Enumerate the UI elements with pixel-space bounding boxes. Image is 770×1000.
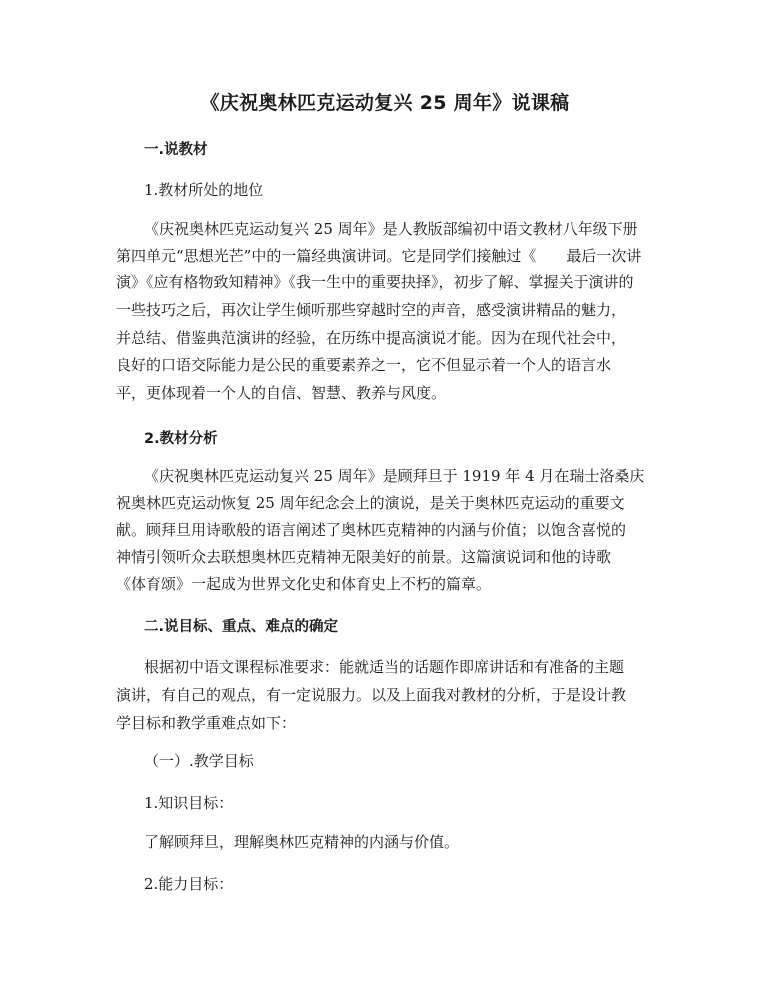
paragraph-line: 一些技巧之后，再次让学生倾听那些穿越时空的声音，感受演讲精品的魅力， <box>116 301 627 319</box>
subheading-position: 1.教材所处的地位 <box>144 181 264 199</box>
paragraph-line: 献。顾拜旦用诗歌般的语言阐述了奥林匹克精神的内涵与价值；以饱含喜悦的 <box>116 521 627 539</box>
subheading-ability-goal: 2.能力目标： <box>144 875 234 893</box>
subheading-knowledge-goal: 1.知识目标： <box>144 794 234 812</box>
paragraph-line: 平，更体现着一个人的自信、智慧、教养与风度。 <box>116 384 447 402</box>
paragraph-line: 神情引领听众去联想奥林匹克精神无限美好的前景。这篇演说词和他的诗歌 <box>116 548 612 566</box>
paragraph-line: 学目标和教学重难点如下： <box>116 714 297 732</box>
page-title: 《庆祝奥林匹克运动复兴 25 周年》说课稿 <box>200 92 570 114</box>
paragraph-line: 演讲，有自己的观点，有一定说服力。以及上面我对教材的分析，于是设计教 <box>116 686 627 704</box>
section-heading-textbook: 一.说教材 <box>144 142 208 158</box>
paragraph-line: 了解顾拜旦，理解奥林匹克精神的内涵与价值。 <box>144 833 460 851</box>
paragraph-line: 演》《应有格物致知精神》《我一生中的重要抉择》，初步了解、掌握关于演讲的 <box>116 273 634 291</box>
paragraph-line: 《庆祝奥林匹克运动复兴 25 周年》是顾拜旦于 1919 年 4 月在瑞士洛桑庆 <box>144 467 645 485</box>
paragraph-line: 祝奥林匹克运动恢复 25 周年纪念会上的演说，是关于奥林匹克运动的重要文 <box>116 494 625 512</box>
subheading-teaching-goals: （一）.教学目标 <box>144 752 254 770</box>
paragraph-line: 根据初中语文课程标准要求：能就适当的话题作即席讲话和有准备的主题 <box>144 658 625 676</box>
paragraph-line: 并总结、借鉴典范演讲的经验，在历练中提高演说才能。因为在现代社会中， <box>116 329 627 347</box>
section-heading-objectives: 二.说目标、重点、难点的确定 <box>144 619 339 635</box>
paragraph-line: 良好的口语交际能力是公民的重要素养之一，它不但显示着一个人的语言水 <box>116 356 612 374</box>
paragraph-line: 第四单元“思想光芒”中的一篇经典演讲词。它是同学们接触过《 最后一次讲 <box>116 247 642 265</box>
paragraph-line: 《体育颂》一起成为世界文化史和体育史上不朽的篇章。 <box>116 575 492 593</box>
paragraph-line: 《庆祝奥林匹克运动复兴 25 周年》是人教版部编初中语文教材八年级下册 <box>144 220 638 238</box>
subheading-analysis: 2.教材分析 <box>144 431 218 447</box>
